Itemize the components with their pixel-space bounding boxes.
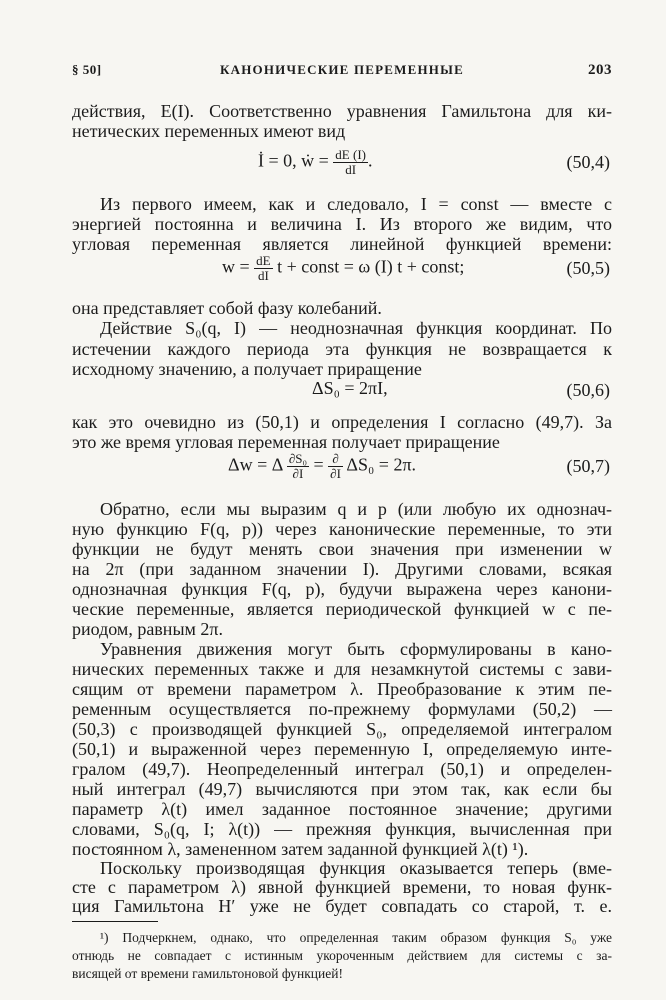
text-line: угловая переменная является линейной функцией времени:: [72, 234, 612, 254]
text-line: это же время угловая переменная получает приращение: [72, 432, 500, 452]
footnote-line: отнюдь не совпадает с истинным укороченным действием для системы с за-: [72, 948, 612, 963]
text-line: ременным осуществляется по-прежнему формулами (50,2) —: [72, 699, 612, 719]
text-line: энергией постоянна и величина I. Из второго же видим, что: [72, 214, 612, 234]
text-line: как это очевидно из (50,1) и определения I согласно (49,7). За: [72, 412, 612, 432]
text-line: риодом, равным 2π.: [72, 619, 224, 639]
fraction-denominator: dI: [257, 268, 269, 283]
text-line: гралом (49,7). Неопределенный интеграл (50,1) и определен-: [72, 759, 612, 779]
eq-text: t + const = ω (I) t + const;: [272, 256, 465, 277]
equation-50-6: [72, 376, 612, 406]
text-line: действия, E(I). Соответственно уравнения Гамильтона для ки-: [72, 101, 612, 121]
text-line: Обратно, если мы выразим q и p (или любую их однознач-: [100, 499, 612, 519]
fraction-numerator: dE: [256, 253, 271, 268]
text-line: ную функцию F(q, p)) через канонические переменные, то эти: [72, 519, 612, 539]
text-line: (50,3) с производящей функцией S₀, определяемой интегралом: [72, 719, 612, 739]
footnote-rule: [72, 921, 158, 922]
footnote-line: висящей от времени гамильтоновой функцией!: [72, 966, 343, 981]
fraction-numerator: dE (I): [335, 147, 366, 162]
eq-text: .: [367, 150, 373, 171]
equation-50-4: [72, 148, 612, 178]
footnote-line: ¹) Подчеркнем, однако, что определенная таким образом функция S₀ уже: [100, 930, 612, 945]
fraction-denominator: ∂I: [330, 466, 341, 481]
text-line: ный интеграл (49,7) вычисляются при этом так, как если бы: [72, 779, 612, 799]
text-line: сте с параметром λ) явной функцией времени, то новая функ-: [72, 877, 612, 897]
text-line: параметр λ(t) имел заданное постоянное значение; другими: [72, 799, 612, 819]
text-line: Из первого имеем, как и следовало, I = const — вместе с: [100, 194, 612, 214]
eq-text: =: [309, 454, 329, 475]
text-line: Уравнения движения могут быть сформулированы в кано-: [100, 639, 612, 659]
equation-number: (50,6): [566, 380, 610, 400]
text-line: постоянном λ, замененном затем заданной функцией λ(t) ¹).: [72, 839, 529, 859]
equation-number: (50,5): [566, 258, 610, 278]
text-line: Действие S₀(q, I) — неоднозначная функция координат. По: [100, 318, 612, 338]
fraction: [287, 452, 309, 481]
equation-number: (50,4): [566, 152, 610, 172]
eq-text: İ = 0, ẇ =: [258, 150, 334, 171]
text-line: нических переменных также и для незамкнутой системы с зави-: [72, 659, 612, 679]
fraction: [254, 254, 272, 283]
text-line: исходному значению, а получает приращение: [72, 359, 422, 379]
text-line: нетических переменных имеют вид: [72, 121, 346, 141]
eq-text: ΔS₀ = 2πI,: [312, 378, 388, 398]
eq-text: ΔS₀ = 2π.: [342, 454, 417, 475]
text-line: функции не будут менять свои значения при изменении w: [72, 539, 612, 559]
fraction-numerator: ∂S₀: [288, 451, 307, 466]
running-header: [72, 62, 612, 84]
equation-50-7: [72, 452, 612, 482]
text-line: ческие переменные, является периодической функцией w с пе-: [72, 599, 612, 619]
equation-number: (50,7): [566, 456, 610, 476]
fraction-numerator: ∂: [328, 452, 343, 467]
text-line: истечении каждого периода эта функция не возвращается к: [72, 339, 612, 359]
eq-text: Δw = Δ: [228, 454, 287, 475]
equation-50-5: [72, 254, 612, 284]
section-label: § 50]: [72, 62, 102, 77]
text-line: однозначная функция F(q, p), будучи выражена через канони-: [72, 579, 612, 599]
fraction: [328, 452, 343, 481]
text-line: ция Гамильтона H′ уже не будет совпадать со старой, т. е.: [72, 896, 612, 916]
text-line: на 2π (при заданном значении I). Другими словами, всякая: [72, 559, 612, 579]
text-line: словами, S₀(q, I; λ(t)) — прежняя функция, вычисленная при: [72, 819, 612, 839]
fraction-denominator: dI: [345, 162, 357, 177]
eq-text: w =: [222, 256, 255, 277]
chapter-title: КАНОНИЧЕСКИЕ ПЕРЕМЕННЫЕ: [220, 62, 464, 77]
text-line: Поскольку производящая функция оказывается теперь (вме-: [100, 858, 612, 878]
text-line: сящим от времени параметром λ. Преобразование к этим пе-: [72, 679, 612, 699]
text-line: (50,1) и выраженной через переменную I, определяемую инте-: [72, 739, 612, 759]
text-line: она представляет собой фазу колебаний.: [72, 298, 382, 318]
fraction: [333, 148, 368, 177]
page-number: 203: [588, 62, 612, 78]
fraction-denominator: ∂I: [292, 466, 304, 481]
